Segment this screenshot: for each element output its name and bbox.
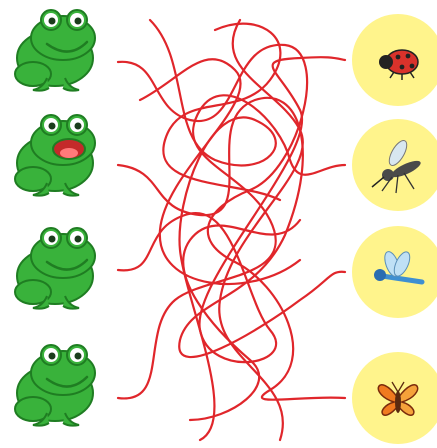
frog-smiling-icon[interactable] bbox=[15, 228, 95, 309]
maze-line-1 bbox=[118, 45, 345, 400]
frog-open-mouth-icon[interactable] bbox=[15, 115, 95, 196]
maze-lines bbox=[118, 20, 345, 440]
dragonfly-icon[interactable] bbox=[352, 226, 437, 318]
frog-sitting-icon[interactable] bbox=[15, 10, 95, 91]
frog-column bbox=[15, 10, 95, 426]
bug-column bbox=[352, 14, 437, 444]
ladybug-icon[interactable] bbox=[352, 14, 437, 106]
butterfly-icon[interactable] bbox=[352, 352, 437, 444]
mosquito-icon[interactable] bbox=[352, 119, 437, 211]
frog-relaxed-icon[interactable] bbox=[15, 345, 95, 426]
